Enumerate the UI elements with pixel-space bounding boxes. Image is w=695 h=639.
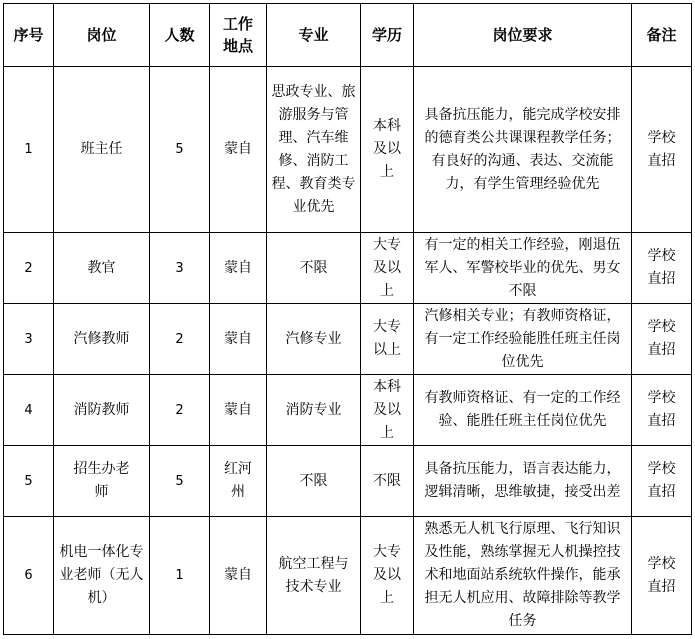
cell-location: 蒙自 [210,67,267,233]
cell-remark: 学校直招 [632,67,692,233]
cell-education: 不限 [361,446,414,517]
cell-remark: 学校直招 [632,233,692,304]
cell-education: 大专及以上 [361,517,414,635]
cell-education: 本科及以上 [361,67,414,233]
cell-position: 机电一体化专业老师（无人机） [54,517,150,635]
cell-count: 1 [150,517,210,635]
header-education: 学历 [361,4,414,67]
cell-major: 航空工程与技术专业 [267,517,361,635]
cell-major: 消防专业 [267,375,361,446]
cell-no: 3 [4,304,54,375]
cell-education: 大专以上 [361,304,414,375]
cell-location: 蒙自 [210,233,267,304]
cell-no: 2 [4,233,54,304]
header-no: 序号 [4,4,54,67]
table-row [4,375,692,446]
cell-remark: 学校直招 [632,375,692,446]
table-row [4,517,692,635]
cell-count: 5 [150,67,210,233]
cell-location: 红河州 [210,446,267,517]
cell-remark: 学校直招 [632,446,692,517]
cell-major: 不限 [267,233,361,304]
cell-count: 3 [150,233,210,304]
cell-education: 大专及以上 [361,233,414,304]
cell-position: 班主任 [54,67,150,233]
cell-remark: 学校直招 [632,517,692,635]
table-row [4,67,692,233]
cell-position: 教官 [54,233,150,304]
header-location: 工作地点 [210,4,267,67]
cell-count: 5 [150,446,210,517]
cell-position: 消防教师 [54,375,150,446]
cell-location: 蒙自 [210,304,267,375]
cell-major: 不限 [267,446,361,517]
table-row [4,233,692,304]
cell-major: 汽修专业 [267,304,361,375]
cell-count: 2 [150,375,210,446]
cell-requirements: 具备抗压能力，语言表达能力，逻辑清晰，思维敏捷，接受出差 [414,446,632,517]
cell-remark: 学校直招 [632,304,692,375]
cell-requirements: 有一定的相关工作经验，刚退伍军人、军警校毕业的优先、男女不限 [414,233,632,304]
cell-position: 招生办老师 [54,446,150,517]
header-count: 人数 [150,4,210,67]
cell-no: 4 [4,375,54,446]
cell-requirements: 汽修相关专业；有教师资格证，有一定工作经验能胜任班主任岗位优先 [414,304,632,375]
header-row [4,4,692,67]
cell-requirements: 具备抗压能力，能完成学校安排的德育类公共课课程教学任务；有良好的沟通、表达、交流能力，有学生管理经验优先 [414,67,632,233]
table-row [4,304,692,375]
cell-count: 2 [150,304,210,375]
cell-location: 蒙自 [210,517,267,635]
table-row [4,446,692,517]
recruitment-table [3,3,692,635]
cell-requirements: 有教师资格证、有一定的工作经验、能胜任班主任岗位优先 [414,375,632,446]
header-requirements: 岗位要求 [414,4,632,67]
header-remark: 备注 [632,4,692,67]
header-major: 专业 [267,4,361,67]
cell-education: 本科及以上 [361,375,414,446]
cell-no: 6 [4,517,54,635]
cell-no: 1 [4,67,54,233]
header-position: 岗位 [54,4,150,67]
cell-position: 汽修教师 [54,304,150,375]
cell-no: 5 [4,446,54,517]
cell-major: 思政专业、旅游服务与管理、汽车维修、消防工程、教育类专业优先 [267,67,361,233]
cell-location: 蒙自 [210,375,267,446]
cell-requirements: 熟悉无人机飞行原理、飞行知识及性能，熟练掌握无人机操控技术和地面站系统软件操作，能承担无人机应用、故障排除等教学任务 [414,517,632,635]
